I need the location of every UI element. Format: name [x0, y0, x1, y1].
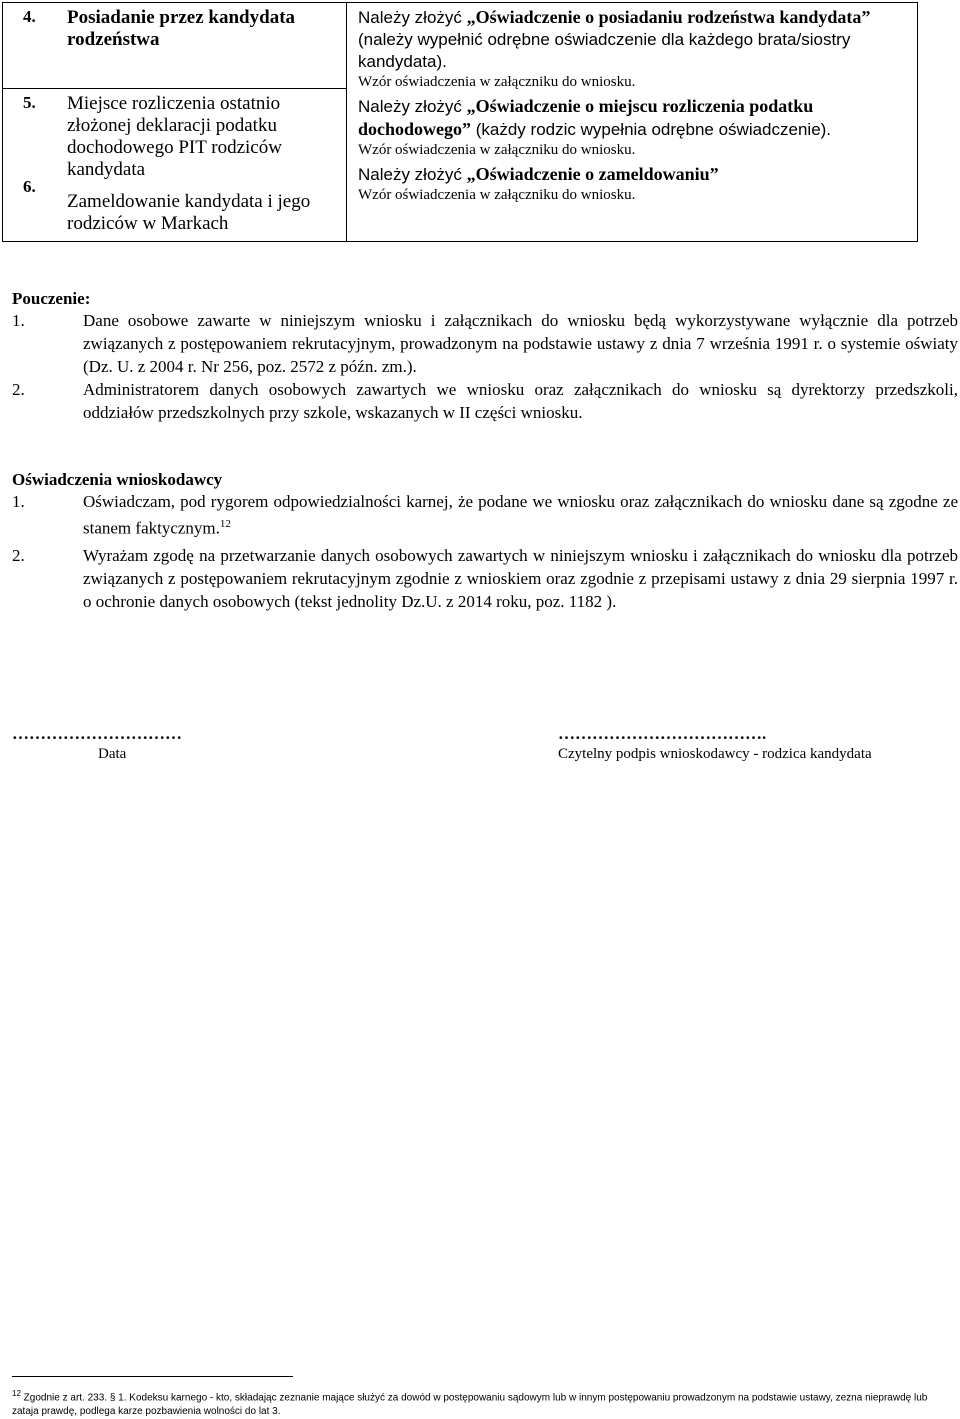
pouczenie-section	[12, 289, 958, 424]
date-dotted-line: …………………………	[12, 724, 182, 743]
criterion-label: Miejsce rozliczenia ostatnio złożonej deklaracji podatku dochodowego PIT rodziców kandydata	[67, 93, 282, 180]
footnote-ref: 12	[219, 518, 231, 530]
date-signature	[12, 724, 182, 763]
criterion-label: Zameldowanie kandydata i jego rodziców w Markach	[67, 190, 311, 234]
section-heading: Oświadczenia wnioskodawcy	[12, 470, 223, 489]
criterion-cell	[3, 176, 347, 242]
signature-block	[558, 724, 872, 763]
statement-name: „Oświadczenie o miejscu rozliczenia podatku dochodowego”	[358, 96, 814, 139]
row-number: 4.	[23, 7, 36, 26]
table-row	[3, 3, 918, 89]
row-number: 6.	[23, 176, 36, 196]
row-number: 5.	[23, 93, 36, 112]
list-item: 1. Dane osobowe zawarte w niniejszym wniosku i załącznikach do wniosku będą wykorzystywane wyłącznie dla potrzeb związanych z postępowaniem rekrutacyjnym, prowadzonym na podstawie ustawy z dnia 7 września 1991 r. o systemie oświaty (Dz. U. z 2004 r. Nr 256, poz. 2572 z późn. zm.).	[12, 311, 958, 376]
template-note: Wzór oświadczenia w załączniku do wniosku.	[358, 74, 636, 90]
criterion-cell	[3, 3, 347, 89]
footnote-text: Zgodnie z art. 233. § 1. Kodeksu karnego - kto, składając zeznanie mające służyć za dowód w postępowaniu sądowym lub w innym postępowaniu prowadzonym na podstawie ustawy, zezna nieprawdę lub zataja prawdę, podlega karze pozbawienia wolności do lat 3.	[12, 1392, 928, 1418]
footnote-number: 12	[12, 1389, 21, 1398]
statement-name: „Oświadczenie o zameldowaniu”	[466, 164, 719, 184]
requirement-4: Należy złożyć „Oświadczenie o posiadaniu rodzeństwa kandydata” (należy wypełnić odrębne oświadczenie dla każdego brata/siostry kandydata). Wzór oświadczenia w załączniku do wniosku.	[358, 6, 917, 91]
requirements-cell	[347, 3, 918, 242]
statement-name: „Oświadczenie o posiadaniu rodzeństwa kandydata”	[466, 7, 871, 27]
footnote-divider	[12, 1376, 293, 1377]
signature-dotted-line: ……………………………….	[558, 724, 767, 743]
list-item: 2. Wyrażam zgodę na przetwarzanie danych osobowych zawartych w niniejszym wniosku i załącznikach do wniosku dla potrzeb związanych z postępowaniem rekrutacyjnym zgodnie z wnioskiem oraz zgodnie z przepisami ustawy z dnia 29 sierpnia 1997 r. o ochronie danych osobowych (tekst jednolity Dz.U. z 2014 roku, poz. 1182 ).	[12, 545, 958, 611]
signature-label: Czytelny podpis wnioskodawcy - rodzica kandydata	[558, 746, 872, 762]
list-item: 1. Oświadczam, pod rygorem odpowiedzialności karnej, że podane we wniosku oraz załącznikach do wniosku dane są zgodne ze stanem faktycznym.$^{12}$	[12, 492, 958, 538]
list-item: 2. Administratorem danych osobowych zawartych we wniosku oraz załącznikach do wniosku są dyrektorzy przedszkoli, oddziałów przedszkolnych przy szkole, wskazanych w II części wniosku.	[12, 380, 958, 422]
template-note: Wzór oświadczenia w załączniku do wniosku.	[358, 187, 636, 203]
footnote	[12, 1387, 952, 1419]
criterion-cell	[3, 89, 347, 181]
oswiadczenia-section	[12, 470, 958, 613]
date-label: Data	[98, 746, 127, 762]
criterion-label: Posiadanie przez kandydata rodzeństwa	[67, 7, 296, 50]
requirement-6: Należy złożyć „Oświadczenie o zameldowaniu” Wzór oświadczenia w załączniku do wniosku.	[358, 163, 917, 204]
requirement-5: Należy złożyć „Oświadczenie o miejscu rozliczenia podatku dochodowego” (każdy rodzic wypełnia odrębne oświadczenie). Wzór oświadczenia w załączniku do wniosku.	[358, 95, 917, 159]
criteria-table	[2, 2, 918, 242]
template-note: Wzór oświadczenia w załączniku do wniosku.	[358, 142, 636, 158]
section-heading: Pouczenie:	[12, 289, 91, 308]
